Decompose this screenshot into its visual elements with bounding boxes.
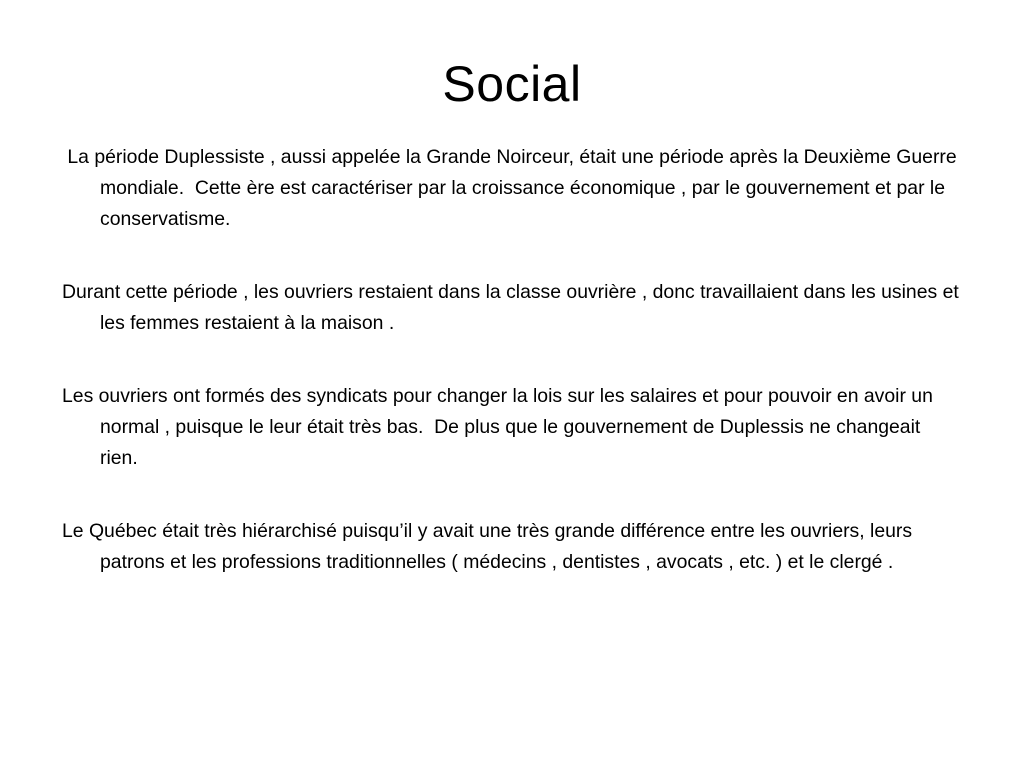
paragraph-hierarchy: Le Québec était très hiérarchisé puisqu’il y avait une très grande différence entre les ouvriers, leurs patrons et les professions traditionnelles ( médecins , dentistes , avocats , etc. ) et le clergé . xyxy=(62,520,918,573)
slide-title: Social xyxy=(442,56,582,112)
paragraph-workers-class: Durant cette période , les ouvriers restaient dans la classe ouvrière , donc travaillaient dans les usines et les femmes restaient à la maison . xyxy=(62,281,965,334)
slide-body xyxy=(62,142,965,578)
paragraph-unions: Les ouvriers ont formés des syndicats pour changer la lois sur les salaires et pour pouvoir en avoir un normal , puisque le leur était très bas. De plus que le gouvernement de Duplessis ne changeait rien. xyxy=(62,385,939,469)
paragraph-duplessis-period: La période Duplessiste , aussi appelée la Grande Noirceur, était une période après la Deuxième Guerre mondiale. Cette ère est caractériser par la croissance économique , par le gouvernement et par le conservatisme. xyxy=(62,146,963,230)
